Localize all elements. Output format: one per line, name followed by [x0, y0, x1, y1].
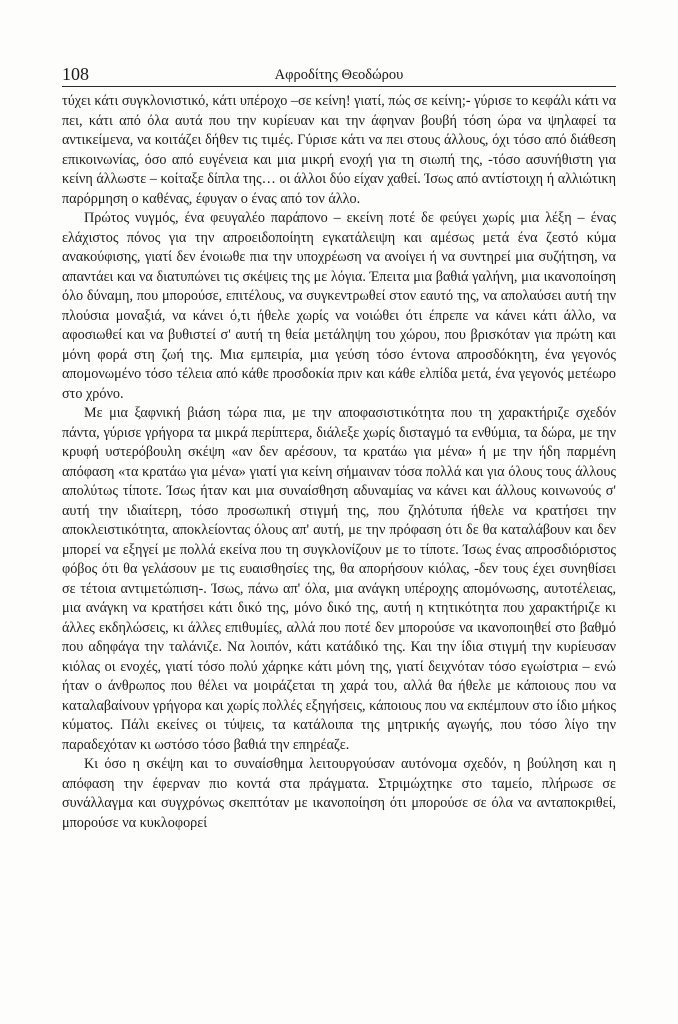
- header-rule: [62, 86, 616, 87]
- paragraph-3: Με μια ξαφνική βιάση τώρα πια, με την αποφασιστικότητα που τη χαρακτήριζε σχεδόν πάντα, γύρισε γρήγορα τα μικρά περίπτερα, διάλεξε χωρίς δισταγμό τα ενθύμια, τα δώρα, με την κρυφή υστερόβουλη σκέψη «αν δεν αρέσουν, τα κρατάω για μένα» ή με την ήδη παρμένη απόφαση «τα κρατάω για μένα» γιατί για κείνη σήμαιναν τόσα πολλά και για όλους τους άλλους απολύτως τίποτε. Ίσως ήταν και μια συναίσθηση αδυναμίας να κάνει και άλλους κοινωνούς σ' αυτή την ιδιαίτερη, τόσο προσωπική στιγμή της, που ζηλότυπα ήθελε να κρατήσει την αποκλειστικότητα, αποκλείοντας όλους απ' αυτή, με την πρόφαση ότι δε θα καταλάβουν και δεν μπορεί να εξηγεί με πολλά εκείνα που τη συγκλονίζουν με το τίποτε. Ίσως ένας απροσδιόριστος φόβος ότι θα γελάσουν με τις ευαισθησίες της, θα απορήσουν κιόλας, -δεν τους έχει συνηθίσει σε τέτοια αντιμετώπιση-. Ίσως, πάνω απ' όλα, μια ανάγκη υπέροχης απομόνωσης, αυτοτέλειας, μια ανάγκη να κρατήσει κάτι δικό της, μόνο δικό της, αυτή η κτητικότητα που χαρακτήριζε κι άλλες εκδηλώσεις, κι άλλες επιθυμίες, αλλά που ποτέ δεν μπορούσε να ικανοποιηθεί στο βαθμό που αδηφάγα την ταλάνιζε. Να λοιπόν, κάτι κατάδικό της. Και την ίδια στιγμή την κυρίευσαν κιόλας οι ενοχές, γιατί τόσο πολύ χάρηκε κάτι μόνη της, γιατί δειχνόταν τόσο εγωίστρια – ενώ ήταν ο άνθρωπος που θέλει να μοιράζεται τη χαρά του, αλλά θα ήθελε με κάποιους που να καταλαβαίνουν γρήγορα και χωρίς πολλές εξηγήσεις, κάποιους που να εκπέμπουν στο ίδιο μήκος κύματος. Πάλι εκείνες οι τύψεις, τα κατάλοιπα της μητρικής αγωγής, που τόσο λίγο την παραδεχόταν κι ωστόσο τόσο βαθιά την επηρέαζε.: [62, 405, 616, 753]
- running-head: Αφροδίτης Θεοδώρου: [274, 67, 404, 83]
- page-number: 108: [62, 64, 89, 84]
- body-text: [62, 92, 616, 833]
- page-header: [62, 64, 616, 84]
- paragraph-4: Κι όσο η σκέψη και το συναίσθημα λειτουργούσαν αυτόνομα σχεδόν, η βούληση και η απόφαση την έφερναν πιο κοντά στα πράγματα. Στριμώχτηκε στο ταμείο, πλήρωσε σε συνάλλαγμα και συγχρόνως σκεπτόταν με ικανοποίηση ότι μπορούσε σε όλα να ανταποκριθεί, μπορούσε να κυκλοφορεί: [62, 756, 616, 831]
- paragraph-1: τύχει κάτι συγκλονιστικό, κάτι υπέροχο –σε κείνη! γιατί, πώς σε κείνη;- γύρισε το κεφάλι κάτι να πει, κάτι από όλα αυτά που την κυρίευαν και την άφηναν βουβή τόση ώρα να ψηλαφεί τα αντικείμενα, να κοιτάζει δήθεν τις τιμές. Γύρισε κάτι να πει στους άλλους, όχι τόσο από διάθεση επικοινωνίας, όσο από ευγένεια και μια μικρή ενοχή για τη σιωπή της, -τόσο ασυνήθιστη για κείνη άλλωστε – κοίταξε δίπλα της… οι άλλοι δύο είχαν χαθεί. Ίσως από αντίστοιχη ή αλλιώτικη παρόρμηση ο καθένας, έφυγαν ο ένας από τον άλλο.: [62, 93, 616, 207]
- paragraph-2: Πρώτος νυγμός, ένα φευγαλέο παράπονο – εκείνη ποτέ δε φεύγει χωρίς μια λέξη – ένας ελάχιστος πόνος για την απροειδοποίητη εγκατάλειψη και αμέσως μετά ένα ζεστό κύμα ανακούφισης, γιατί δεν ένοιωθε πια την υποχρέωση να ανοίγει ή να συντηρεί μια συζήτηση, να απαντάει και να διατυπώνει τις σκέψεις της με λόγια. Έπειτα μια βαθιά γαλήνη, μια ικανοποίηση όλο δύναμη, που μπορούσε, επιτέλους, να συγκεντρωθεί στον εαυτό της, να απολαύσει αυτή την πλούσια μοναξιά, να κάνει ό,τι ήθελε χωρίς να νοιώθει ότι έπρεπε να κάνει κάτι άλλο, να αφοσιωθεί και να βυθιστεί σ' αυτή τη θεία μετάληψη του χώρου, που βρισκόταν για πρώτη και μόνη φορά στη ζωή της. Μια εμπειρία, μια γεύση τόσο έντονα απροσδόκητη, ένα γεγονός απομονωμένο τόσο τέλεια από κάθε προσδοκία πριν και κάθε ελπίδα μετά, ένα γεγονός μετέωρο στο χρόνο.: [62, 210, 616, 402]
